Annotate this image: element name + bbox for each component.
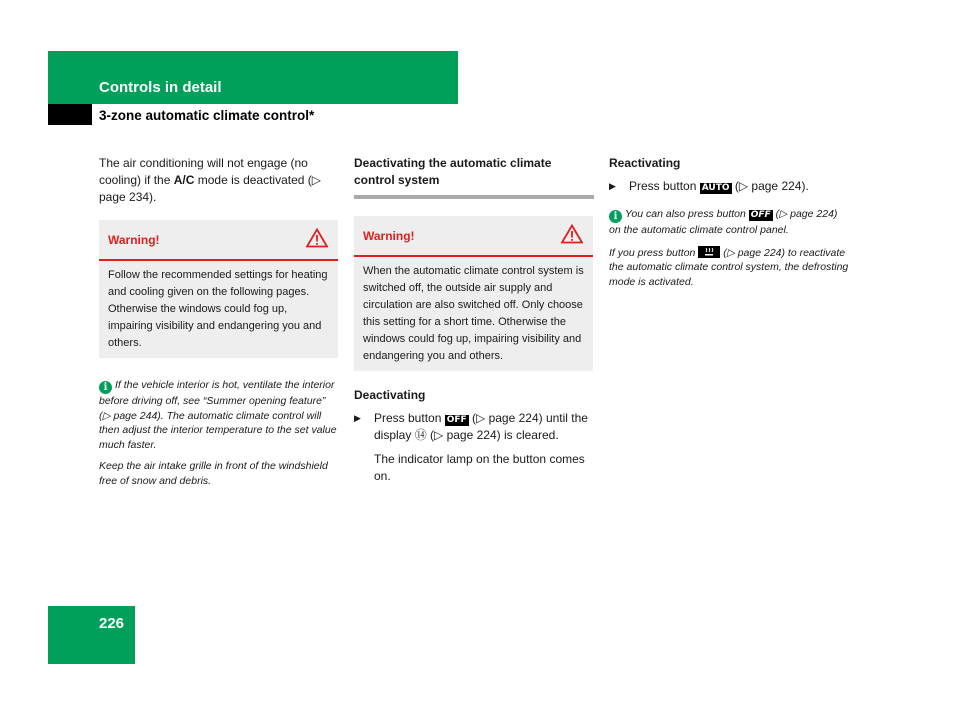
note-text-a: If you press button: [609, 246, 699, 259]
info-note: [99, 378, 339, 452]
step-text-b: (▷ page 224) until the display ⑭ (▷ page 224) is cleared.: [374, 411, 588, 442]
reactivating-heading: Reactivating: [609, 156, 681, 170]
grille-note: Keep the air intake grille in front of the windshield free of snow and debris.: [99, 460, 328, 487]
section-title: Controls in detail: [99, 79, 222, 96]
note-text-b: (▷ page 224) to reactivate the automatic climate control system, the defrosting mode is activated.: [609, 246, 849, 288]
warning-header: [99, 220, 338, 261]
warning-body: Follow the recommended settings for heating and cooling given on the following pages. Otherwise the windows could fog up, impairing visibility and endangering you and others.: [108, 269, 328, 349]
column-2: [354, 155, 594, 485]
info-icon: i: [609, 210, 622, 223]
deactivate-result: The indicator lamp on the button comes on.: [374, 452, 585, 483]
triangle-bullet-icon: ▶: [609, 181, 616, 191]
deactivating-system-heading: Deactivating the automatic climate control system: [354, 156, 552, 187]
ac-label: A/C: [173, 173, 195, 187]
step-text-a: Press button: [374, 411, 445, 425]
warning-triangle-icon: [561, 224, 583, 244]
warning-box-2: [354, 216, 593, 371]
header-band: [48, 51, 458, 104]
triangle-bullet-icon: ▶: [354, 413, 361, 423]
auto-button-icon: AUTO: [701, 183, 730, 193]
step-text-a: Press button: [629, 179, 700, 193]
warning-title: Warning!: [108, 233, 160, 247]
intro-text-a: The air conditioning will not engage (no cooling) if the: [99, 156, 308, 187]
defrost-note: [609, 246, 849, 290]
defrost-button-icon: [698, 246, 720, 258]
intro-text-b: mode is deactivated (▷ page 234).: [99, 173, 322, 204]
off-button-icon: OFF: [446, 415, 467, 425]
info-icon: i: [99, 381, 112, 394]
warning-title-2: Warning!: [363, 229, 415, 243]
section-marker: [48, 104, 92, 125]
subsection-title: 3-zone automatic climate control*: [99, 108, 315, 123]
step-text-b: (▷ page 224).: [731, 179, 809, 193]
page-number: 226: [99, 615, 125, 632]
info-note-text: If the vehicle interior is hot, ventilate the interior before driving off, see “Summer opening feature” (▷ page 244). The automatic climate control will then adjust the interior temperature to the set value much faster.: [99, 379, 337, 451]
info-note-2: [609, 207, 849, 238]
reactivate-step: [609, 178, 849, 195]
warning-triangle-icon: [306, 228, 328, 248]
info-text-a: You can also press button: [625, 208, 749, 220]
column-3: [609, 155, 849, 289]
warning-body-2: When the automatic climate control system is switched off, the outside air supply and circulation are also switched off. Only choose this setting for a short time. Otherwise the windows could fog up, impairing visibility and endangering you and others.: [363, 265, 584, 362]
info-text-b: (▷ page 224) on the automatic climate control panel.: [609, 208, 838, 236]
off-button-icon: OFF: [750, 210, 771, 220]
deactivating-heading: Deactivating: [354, 388, 426, 402]
warning-box: [99, 220, 338, 358]
deactivate-step: [354, 410, 594, 444]
warning-header-2: [354, 216, 593, 257]
intro-paragraph: [99, 155, 339, 206]
heading-rule: [354, 195, 594, 199]
column-1: [99, 155, 339, 488]
